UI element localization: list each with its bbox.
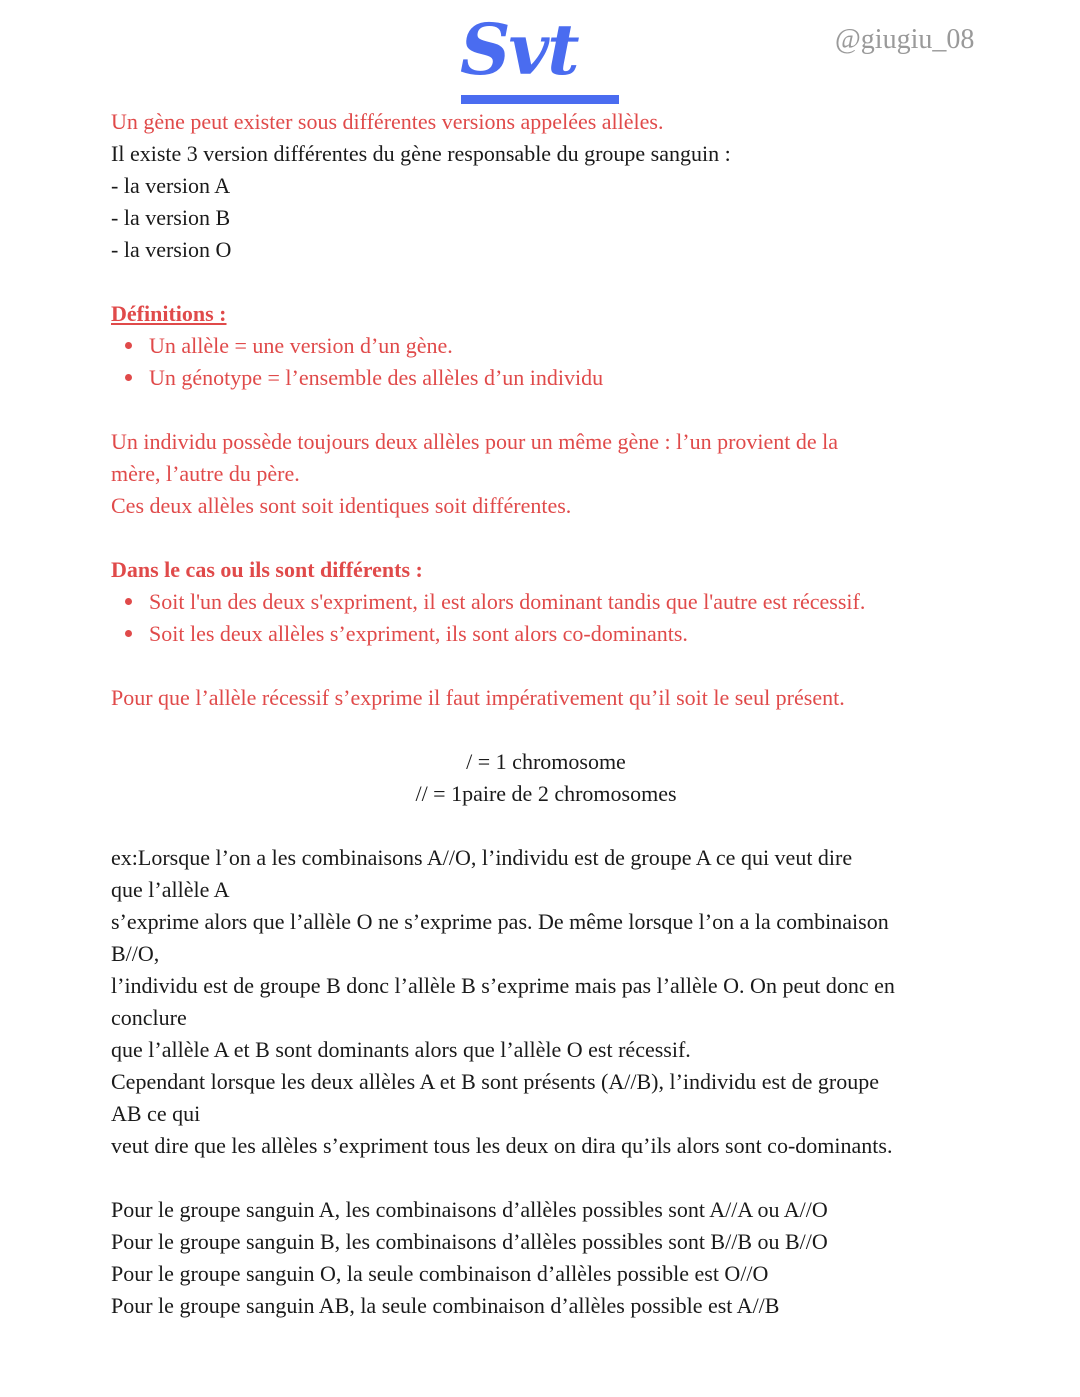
title-underline: [461, 95, 619, 104]
bullet-icon: [125, 630, 132, 637]
different-item: [111, 586, 981, 618]
example-line: que l’allèle A et B sont dominants alors que l’allèle O est récessif.: [111, 1037, 691, 1062]
example-line: s’exprime alors que l’allèle O ne s’exprime pas. De même lorsque l’on a la combinaison: [111, 909, 889, 934]
author-handle: @giugiu_08: [835, 24, 975, 55]
example-line: AB ce qui: [111, 1101, 201, 1126]
version-item: - la version O: [111, 237, 232, 262]
definition-text: Un génotype = l’ensemble des allèles d’un individu: [149, 365, 604, 390]
different-text: Soit les deux allèles s’expriment, ils sont alors co-dominants.: [149, 621, 688, 646]
bullet-icon: [125, 374, 132, 381]
bullet-icon: [125, 598, 132, 605]
example-line: Cependant lorsque les deux allèles A et B sont présents (A//B), l’individu est de groupe: [111, 1069, 880, 1094]
bullet-icon: [125, 342, 132, 349]
definition-item: [111, 362, 981, 394]
definitions-heading: Définitions :: [111, 301, 227, 326]
example-line: conclure: [111, 1005, 187, 1030]
example-line: ex:Lorsque l’on a les combinaisons A//O, l’individu est de groupe A ce qui veut dire: [111, 845, 853, 870]
version-item: - la version A: [111, 173, 231, 198]
different-heading: Dans le cas ou ils sont différents :: [111, 557, 423, 582]
group-line: Pour le groupe sanguin O, la seule combinaison d’allèles possible est O//O: [111, 1261, 769, 1286]
example-line: B//O,: [111, 941, 160, 966]
different-item: [111, 618, 981, 650]
recessive-note: Pour que l’allèle récessif s’exprime il faut impérativement qu’il soit le seul présent.: [111, 685, 845, 710]
legend-line: / = 1 chromosome: [466, 749, 626, 774]
group-line: Pour le groupe sanguin A, les combinaisons d’allèles possibles sont A//A ou A//O: [111, 1197, 828, 1222]
group-line: Pour le groupe sanguin AB, la seule combinaison d’allèles possible est A//B: [111, 1293, 780, 1318]
legend-line: // = 1paire de 2 chromosomes: [415, 781, 677, 806]
intro-line: Il existe 3 version différentes du gène responsable du groupe sanguin :: [111, 141, 731, 166]
version-item: - la version B: [111, 205, 231, 230]
page-title: Svt: [460, 8, 578, 91]
definition-text: Un allèle = une version d’un gène.: [149, 333, 453, 358]
document-body: [111, 106, 981, 1322]
paragraph-line: Un individu possède toujours deux allèles pour un même gène : l’un provient de la: [111, 429, 839, 454]
example-line: l’individu est de groupe B donc l’allèle B s’exprime mais pas l’allèle O. On peut donc en: [111, 973, 895, 998]
definition-item: [111, 330, 981, 362]
intro-line: Un gène peut exister sous différentes versions appelées allèles.: [111, 109, 664, 134]
example-line: que l’allèle A: [111, 877, 230, 902]
different-text: Soit l'un des deux s'expriment, il est alors dominant tandis que l'autre est récessif.: [149, 589, 866, 614]
paragraph-line: Ces deux allèles sont soit identiques soit différentes.: [111, 493, 572, 518]
example-line: veut dire que les allèles s’expriment tous les deux on dira qu’ils alors sont co-dominants.: [111, 1133, 893, 1158]
group-line: Pour le groupe sanguin B, les combinaisons d’allèles possibles sont B//B ou B//O: [111, 1229, 828, 1254]
paragraph-line: mère, l’autre du père.: [111, 461, 300, 486]
